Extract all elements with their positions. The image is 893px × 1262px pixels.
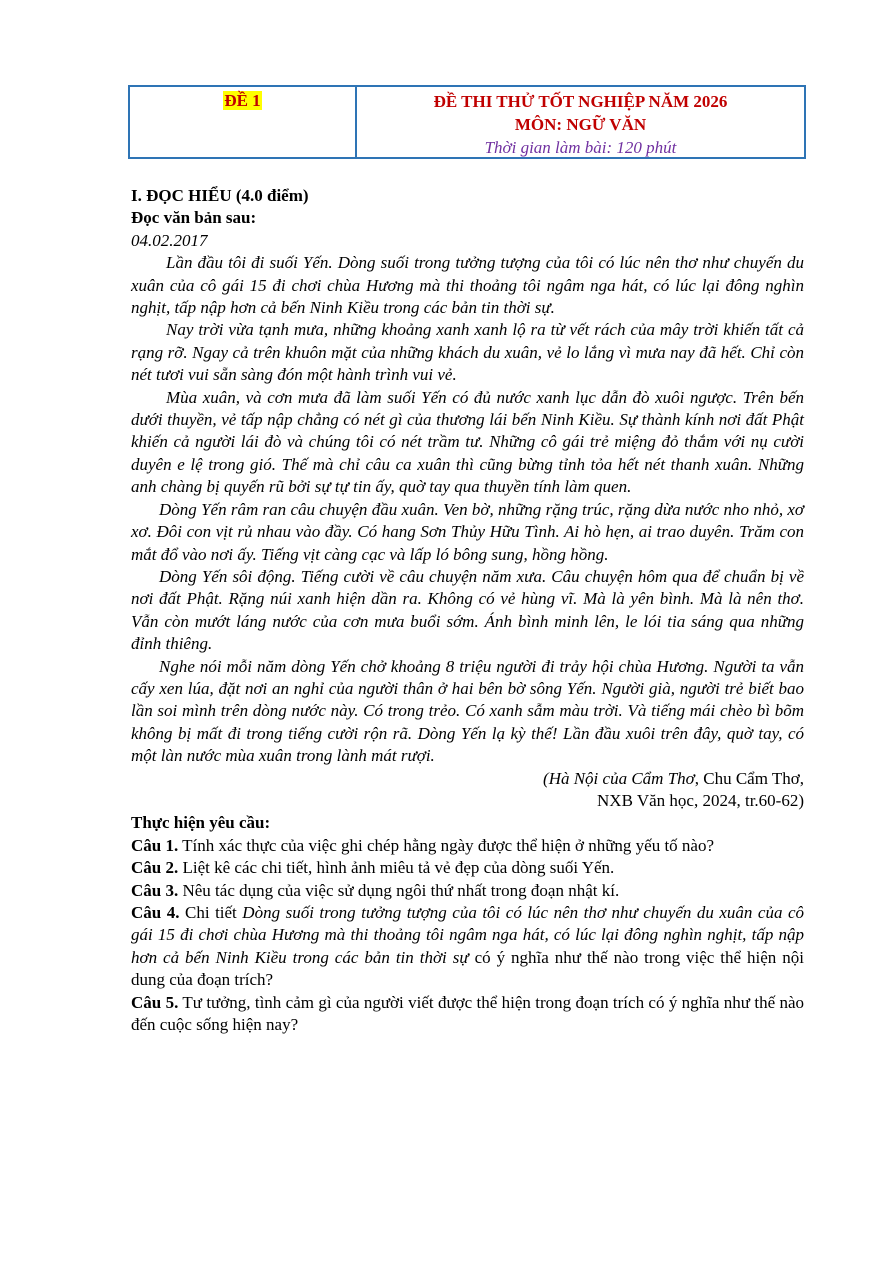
question-item [131,857,804,879]
question-item [131,835,804,857]
citation-line-1 [131,768,804,790]
passage-paragraph: Dòng Yến sôi động. Tiếng cười về câu chuyện năm xưa. Câu chuyện hôm qua để chuẩn bị về nơi đất Phật. Rặng núi xanh hiện dần ra. Không có vẻ hùng vĩ. Mà là yên bình. Mà là nên thơ. Vẫn còn mướt láng nước của cơn mưa buổi sớm. Ánh bình minh lên, le lói tia sáng qua những đỉnh thiêng. [131,566,804,654]
question-text: Liệt kê các chi tiết, hình ảnh miêu tả vẻ đẹp của dòng suối Yến. [178,858,615,878]
question-label: Câu 3. [131,880,179,900]
question-label: Câu 4. [131,903,180,922]
question-text-post: có ý nghĩa như thế nào trong việc thể hiện nội dung của đoạn trích? [131,947,804,990]
exam-duration: Thời gian làm bài: 120 phút [484,138,677,157]
question-label: Câu 2. [131,858,179,878]
exam-content [131,185,804,1036]
question-text: Nêu tác dụng của việc sử dụng ngôi thứ nhất trong đoạn nhật kí. [178,880,620,900]
passage-paragraph: Mùa xuân, và cơn mưa đã làm suối Yến có đủ nước xanh lục dẫn đò xuôi ngược. Trên bến dưới thuyền, vẻ tấp nập chẳng có nét gì của thương lái bến Ninh Kiều. Sự thành kính nơi đất Phật khiến cả người lái đò và chúng tôi có nét trầm tư. Những cô gái trẻ miệng đỏ thắm với nụ cười duyên e lệ trong gió. Thế mà chỉ câu ca xuân thì cũng bừng tỉnh tỏa hết nét thanh xuân. Những anh chàng bị quyến rũ bởi sự tự tin ấy, quờ tay qua thuyền tính làm quen. [131,387,804,497]
question-item [131,992,804,1037]
question-quoted-detail: Dòng suối trong tưởng tượng của tôi có lúc nên thơ như chuyến du xuân của cô gái 15 đi chơi chùa Hương mà thi thoảng tôi ngâm nga hát, có lúc lại đông nghìn nghịt, tấp nập hơn cả bến Ninh Kiều trong các bản tin thời sự [131,903,805,967]
questions-heading: Thực hiện yêu cầu: [131,813,271,833]
question-item [131,880,804,902]
question-text: Tính xác thực của việc ghi chép hằng ngày được thể hiện ở những yếu tố nào? [178,835,715,855]
passage-paragraph: Nghe nói mỗi năm dòng Yến chở khoảng 8 triệu người đi trảy hội chùa Hương. Người ta vẫn cấy xen lúa, đặt nơi an nghỉ của người thân ở hai bên bờ sông Yến. Người già, người trẻ biết bao lần soi mình trên dòng nước này. Có trong trẻo. Có xanh sẫm màu trời. Và tiếng mái chèo bì bõm không bị mất đi trong tiếng cười rộn rã. Dòng Yến lạ kỳ thế! Lần đầu xuôi trên đây, quờ tay, có một làn nước mùa xuân trong lành mát rượi. [131,656,804,766]
question-label: Câu 1. [131,835,179,855]
passage-paragraph: Lần đầu tôi đi suối Yến. Dòng suối trong tưởng tượng của tôi có lúc nên thơ như chuyến du xuân của cô gái 15 đi chơi chùa Hương mà thi thoảng tôi ngâm nga hát, có lúc lại đông nghìn nghịt, tấp nập hơn cả bến Ninh Kiều trong các bản tin thời sự. [131,253,804,318]
citation-line-2: NXB Văn học, 2024, tr.60-62) [597,790,804,810]
header-left-cell [130,87,357,157]
section-heading: I. ĐỌC HIỂU (4.0 điểm) [131,186,309,205]
exam-title: ĐỀ THI THỬ TỐT NGHIỆP NĂM 2026 [433,92,728,111]
exam-subject: MÔN: NGỮ VĂN [514,115,647,134]
question-text: Tư tưởng, tình cảm gì của người viết được thể hiện trong đoạn trích có ý nghĩa như thế nào đến cuộc sống hiện nay? [131,992,805,1035]
passage-paragraph: Dòng Yến râm ran câu chuyện đầu xuân. Ven bờ, những rặng trúc, rặng dừa nước nho nhỏ, xơ xơ. Đôi con vịt rủ nhau vào đầy. Có hang Sơn Thủy Hữu Tình. Ai hò hẹn, ai trao duyên. Trăm con mắt đổ vào nơi ấy. Tiếng vịt càng cạc và lấp ló bông sung, hồng hồng. [131,499,804,564]
reading-instruction: Đọc văn bản sau: [131,208,257,228]
passage-paragraph: Nay trời vừa tạnh mưa, những khoảng xanh xanh lộ ra từ vết rách của mây trời khiến tất cả rạng rỡ. Ngay cả trên khuôn mặt của những khách du xuân, vẻ lo lắng vì mưa nay đã hết. Chỉ còn nét tươi vui sẵn sàng đón một hành trình vui vẻ. [131,320,804,385]
question-label: Câu 5. [131,992,179,1012]
diary-date: 04.02.2017 [131,230,208,250]
question-item [131,902,804,992]
citation-author: , Chu Cẩm Thơ, [694,768,804,788]
header-right-cell [357,87,804,157]
question-text-pre: Chi tiết [179,903,243,922]
exam-code-label: ĐỀ 1 [224,91,261,110]
exam-header-table [128,85,806,159]
citation-book-title: (Hà Nội của Cẩm Thơ [543,768,695,788]
